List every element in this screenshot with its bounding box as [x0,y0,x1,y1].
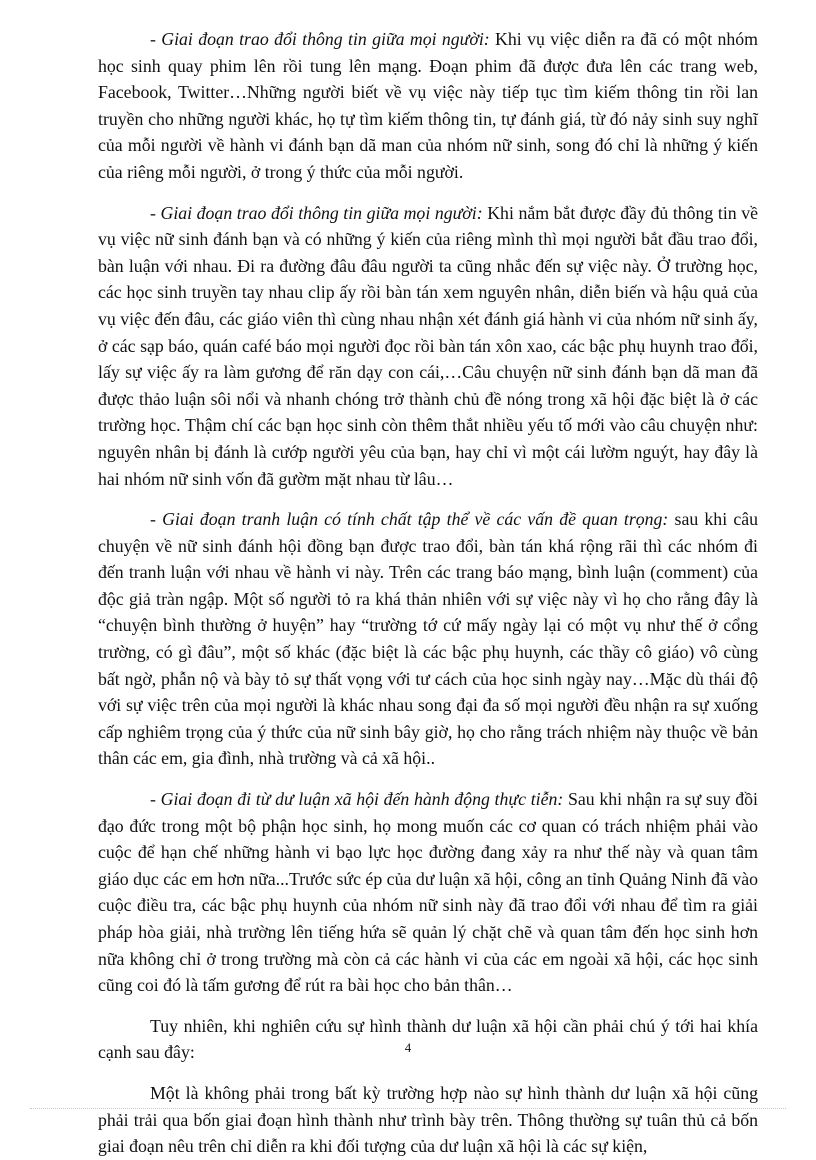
paragraph-text: Một là không phải trong bất kỳ trường hợp nào sự hình thành dư luận xã hội cũng phải trải qua bốn giai đoạn hình thành như trình bày trên. Thông thường sự tuân thủ cả bốn giai đoạn nêu trên chỉ diễn ra khi đối tượng của dư luận xã hội là các sự kiện, [98,1082,758,1157]
page-number: 4 [404,1040,412,1055]
paragraph-text: Tuy nhiên, khi nghiên cứu sự hình thành dư luận xã hội cần phải chú ý tới hai khía cạnh sau đây: [98,1015,758,1063]
paragraph-info-exchange-1 [98,26,758,186]
paragraph-lead: - Giai đoạn trao đổi thông tin giữa mọi người: [150,29,490,49]
paragraph-text: Khi vụ việc diễn ra đã có một nhóm học sinh quay phim lên rồi tung lên mạng. Đoạn phim đã được đưa lên các trang web, Facebook, Twitter…Những người biết về vụ việc này tiếp tục tìm kiếm thông tin rồi lan truyền cho những người khác, họ tự tìm kiếm thông tin, tự đánh giá, từ đó nảy sinh suy nghĩ của mỗi người về hành vi đánh bạn dã man của nhóm nữ sinh, song đó chỉ là những ý kiến của riêng mỗi người, ở trong ý thức của mỗi người. [98,29,758,182]
paragraph-text: sau khi câu chuyện về nữ sinh đánh hội đồng bạn được trao đổi, bàn tán khá rộng rãi thì các nhóm đi đến tranh luận với nhau về hành vi này. Trên các trang báo mạng, bình luận (comment) của độc giả tràn ngập. Một số người tỏ ra khá thản nhiên với sự việc này vì họ cho rằng đây là “chuyện bình thường ở huyện” hay “trường tớ cứ mấy ngày lại có một vụ như thế ở cổng trường, có gì đâu”, một số khác (đặc biệt là các bậc phụ huynh, các thầy cô giáo) vô cùng bất ngờ, phẫn nộ và bày tỏ sự thất vọng với tư cách của học sinh ngày nay…Mặc dù thái độ với sự việc trên của mọi người là khác nhau song đại đa số mọi người đều nhận ra sự xuống cấp nghiêm trọng của ý thức của nữ sinh bây giờ, họ cho rằng trách nhiệm này thuộc về bản thân các em, gia đình, nhà trường và cả xã hội.. [98,509,758,769]
paragraph-lead: - Giai đoạn trao đổi thông tin giữa mọi người: [150,202,483,223]
paragraph-info-exchange-2 [98,200,758,493]
paragraph-first-aspect [98,1080,758,1160]
paragraph-lead: - Giai đoạn tranh luận có tính chất tập thể về các vấn đề quan trọng: [150,509,669,530]
paragraph-practical-action [98,786,758,999]
paragraph-text: Khi nắm bắt được đầy đủ thông tin về vụ việc nữ sinh đánh bạn và có những ý kiến của riêng mình thì mọi người bắt đầu trao đổi, bàn luận với nhau. Đi ra đường đâu đâu người ta cũng nhắc đến sự việc này. Ở trường học, các học sinh truyền tay nhau clip ấy rồi bàn tán xem nguyên nhân, diễn biến và hậu quả của vụ việc đến đâu, các giáo viên thì cùng nhau nhận xét đánh giá hành vi của nhóm nữ sinh ấy, ở các sạp báo, quán café báo mọi người đọc rồi bàn tán xôn xao, các bậc phụ huynh trao đổi, lấy sự việc ấy ra làm gương để răn dạy con cái,…Câu chuyện nữ sinh đánh bạn dã man đã được thảo luận sôi nổi và nhanh chóng trở thành chủ đề nóng trong xã hội đặc biệt là ở các trường học. Thậm chí các bạn học sinh còn thêm thắt nhiều yếu tố mới vào câu chuyện như: nguyên nhân bị đánh là cướp người yêu của bạn, hay chỉ vì một cái lườm nguýt, hay đây là hai nhóm nữ sinh vốn đã gườm mặt nhau từ lâu… [98,202,758,489]
paragraph-lead: - Giai đoạn đi từ dư luận xã hội đến hành động thực tiễn: [150,789,564,810]
page-bottom-divider [30,1108,786,1109]
paragraph-collective-debate [98,506,758,772]
paragraph-text: Sau khi nhận ra sự suy đồi đạo đức trong một bộ phận học sinh, họ mong muốn các cơ quan có trách nhiệm phải vào cuộc để hạn chế những hành vi bạo lực học đường đang xảy ra như thế này và quan tâm giáo dục các em hơn nữa...Trước sức ép của dư luận xã hội, công an tỉnh Quảng Ninh đã vào cuộc điều tra, các bậc phụ huynh của nhóm nữ sinh này đã trao đổi với nhau để tìm ra giải pháp hòa giải, nhà trường lên tiếng hứa sẽ quản lý chặt chẽ và quan tâm đến học sinh hơn nữa không chỉ ở trong trường mà còn cả các hành vi của các em ngoài xã hội, các học sinh cũng coi đó là tấm gương để rút ra bài học cho bản thân… [98,789,758,996]
